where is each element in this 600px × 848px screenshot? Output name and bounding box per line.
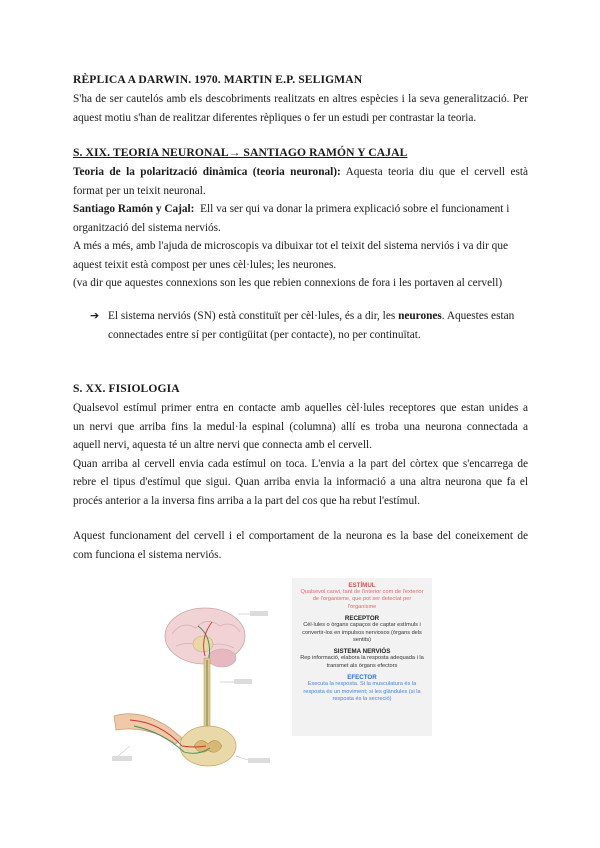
illegible-label <box>250 611 268 616</box>
text-line: aquest teixit està compost per unes cèl·lules; les neurones. <box>73 258 337 271</box>
nervous-system-title: SISTEMA NERVIÓS <box>333 648 391 656</box>
nervous-system-description: Rep informació, elabora la resposta adequada i la transmet als òrgans efectors <box>300 655 424 669</box>
paragraph-fisiologia <box>73 399 528 510</box>
text-line: aquell nervi, aquesta té un altre nervi que connecta amb el cervell. <box>73 439 372 451</box>
text-line <box>108 307 530 326</box>
label-line <box>236 756 248 760</box>
bullet-item <box>90 307 530 344</box>
effector-title: EFECTOR <box>347 674 377 682</box>
nervous-system-illustration <box>110 596 280 772</box>
label-line <box>118 746 130 756</box>
stimulus-description: Qualsevol canvi, tant de l'interior com de l'exterior de l'organisme, que pot ser detectat per l'organisme <box>300 589 424 610</box>
effector-description: Executa la resposta. Si la musculatura és la resposta és un moviment; si les glàndules (si la resposta és la secreció) <box>303 681 421 703</box>
stimulus-title: ESTÍMUL <box>348 582 376 589</box>
paragraph-closing <box>73 527 528 564</box>
illegible-label <box>248 758 270 763</box>
brain-spinal-cord-drawing <box>110 596 280 772</box>
text-line: Aquest funcionament del cervell i el comportament de la neurona es la base del coneixement de <box>73 530 528 542</box>
text-line: un nervi que arriba fins la medul·la espinal (columna) allí es troba una neurona connectada a <box>73 420 528 433</box>
text-span: Aquesta teoria diu que el cervell està <box>345 166 529 178</box>
illegible-label <box>112 756 132 761</box>
text-line: aquest motiu s'han de realitzar diferentes rèpliques o fer un estudi per contrastar la teoria. <box>73 111 477 124</box>
bullet-text <box>108 307 530 344</box>
receptor-title: RECEPTOR <box>344 615 380 623</box>
text-span: . Aquestes estan <box>441 310 515 322</box>
text-line <box>73 200 528 219</box>
text-line: com funciona el sistema nerviós. <box>73 548 222 561</box>
arrow-bullet-icon: ➔ <box>90 309 100 322</box>
text-line: organització del sistema nerviós. <box>73 221 221 234</box>
text-line: format per un teixit neuronal. <box>73 184 206 197</box>
arm-shape <box>114 714 182 744</box>
text-span: Ell va ser qui va donar la primera explicació sobre el funcionament i <box>200 203 510 215</box>
cerebellum-shape <box>208 649 236 667</box>
bold-term: Santiago Ramón y Cajal: <box>73 203 195 215</box>
text-span: El sistema nerviós (SN) està constituït per cèl·lules, és a dir, les <box>108 310 399 322</box>
illegible-label <box>234 679 252 684</box>
text-line: Quan arriba al cervell envia cada estímul on toca. L'envia a la part del còrtex que s'encarrega de <box>73 457 528 470</box>
thalamus-shape <box>193 636 213 652</box>
text-line: A més a més, amb l'ajuda de microscopis va dibuixar tot el teixit del sistema nerviós i va dir que <box>73 240 508 252</box>
text-line: rebre el tipus d'estímul que sigui. Quan arriba envia la informació a una altra neurona que fa el <box>73 476 528 488</box>
receptor-description: Cèl·lules o òrgans capaços de captar estímuls i convertir-los en impulsos nerviosos (òrgans dels sentits) <box>302 622 422 644</box>
bold-term: neurones <box>398 310 442 322</box>
heading-fisiologia: S. XX. FISIOLOGIA <box>73 382 180 395</box>
heading-replica-darwin: RÈPLICA A DARWIN. 1970. MARTIN E.P. SELIGMAN <box>73 73 363 86</box>
bold-term: Teoria de la polarització dinàmica (teoria neuronal): <box>73 166 341 178</box>
heading-teoria-neuronal: S. XIX. TEORIA NEURONAL→ SANTIAGO RAMÓN Y CAJAL <box>73 146 408 159</box>
text-line <box>73 163 528 182</box>
paragraph-replica <box>73 90 528 127</box>
text-line: procés anterior a la inversa fins arriba a la part del cos que ha rebut l'estímul. <box>73 494 421 507</box>
paragraph-teoria-neuronal <box>73 163 528 293</box>
text-line: (va dir que aquestes connexions son les que rebien connexions de fora i les portaven al cervell) <box>73 277 503 289</box>
text-line: Qualsevol estímul primer entra en contacte amb aquelles cèl·lules receptores que estan unides a <box>73 402 528 414</box>
stimulus-response-panel <box>292 578 432 736</box>
text-line: connectades entre sí per contigüitat (per contacte), no per continuïtat. <box>108 328 421 341</box>
text-line: S'ha de ser cautelós amb els descobriments realitzats en altres espècies i la seva generalització. Per <box>73 93 528 105</box>
